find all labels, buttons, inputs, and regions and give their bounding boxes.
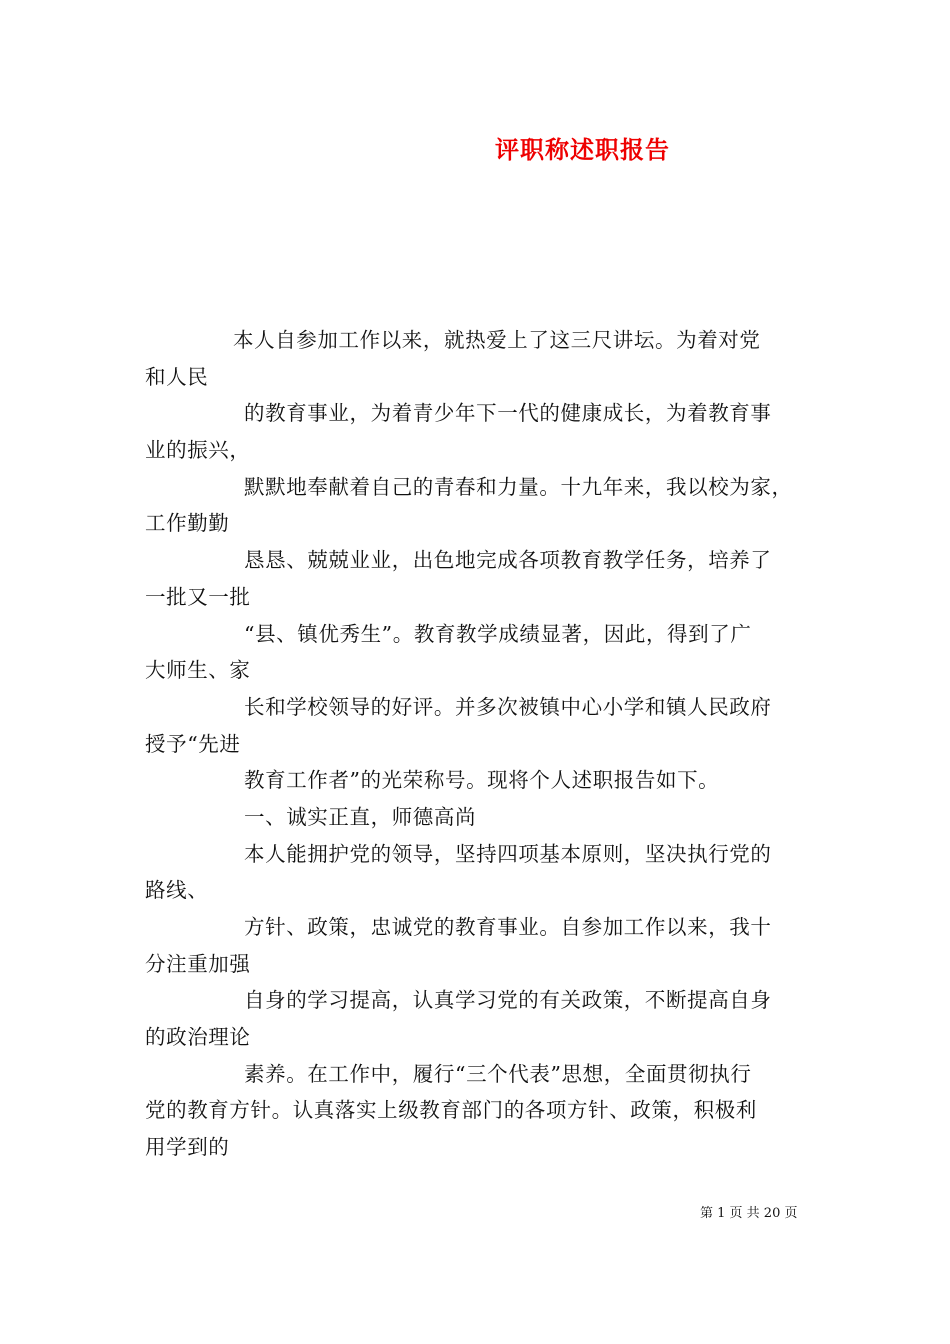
text-line: 用学到的 (145, 1135, 230, 1160)
text-line: 分注重加强 (145, 951, 251, 976)
text-line: 授予“先进 (145, 731, 241, 756)
text-line: 大师生、家 (145, 658, 251, 683)
text-line: 工作勤勤 (145, 511, 230, 536)
document-title: 评职称述职报告 (495, 135, 670, 164)
text-line: 路线、 (145, 878, 209, 903)
text-line: 方针、政策，忠诚党的教育事业。自参加工作以来，我十 (244, 915, 772, 939)
text-line: “县、镇优秀生”。教育教学成绩显著，因此，得到了广 (244, 621, 752, 646)
text-line: 的政治理论 (145, 1025, 251, 1050)
text-line: 本人自参加工作以来，就热爱上了这三尺讲坛。为着对党 (233, 328, 761, 352)
section-heading: 一、诚实正直，师德高尚 (244, 804, 477, 829)
text-line: 恳恳、兢兢业业，出色地完成各项教育教学任务，培养了 (244, 548, 772, 573)
document-body (145, 322, 810, 1166)
text-line: 业的振兴， (145, 438, 251, 463)
page-number-footer: 第 1 页 共 20 页 (700, 1206, 798, 1221)
text-line: 一批又一批 (145, 584, 251, 609)
text-line: 的教育事业，为着青少年下一代的健康成长，为着教育事 (244, 401, 772, 426)
text-line: 教育工作者”的光荣称号。现将个人述职报告如下。 (244, 768, 720, 793)
text-line: 默默地奉献着自己的青春和力量。十九年来，我以校为家， (244, 474, 793, 499)
text-line: 本人能拥护党的领导，坚持四项基本原则，坚决执行党的 (244, 841, 772, 866)
text-line: 和人民 (145, 364, 209, 389)
text-line: 自身的学习提高，认真学习党的有关政策，不断提高自身 (244, 988, 772, 1013)
text-line: 素养。在工作中，履行“三个代表”思想，全面贯彻执行 (244, 1061, 752, 1086)
text-line: 党的教育方针。认真落实上级教育部门的各项方针、政策，积极利 (145, 1098, 757, 1123)
text-line: 长和学校领导的好评。并多次被镇中心小学和镇人民政府 (244, 694, 772, 719)
